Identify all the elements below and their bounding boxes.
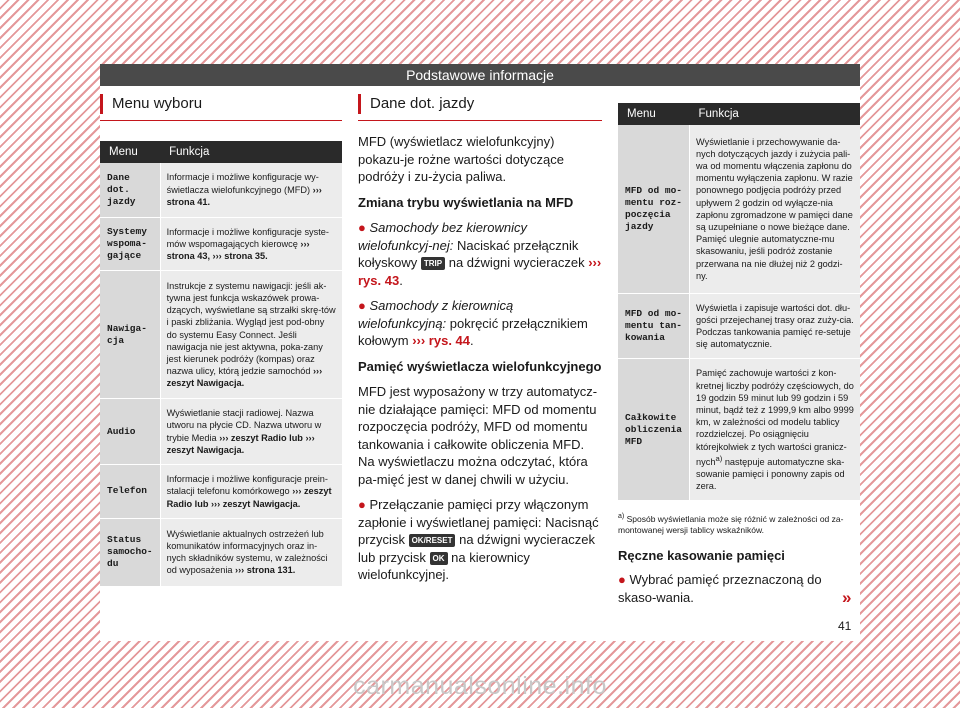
function-header: Funkcja bbox=[160, 141, 342, 163]
row-key: Dane dot. jazdy bbox=[100, 163, 160, 217]
row-value bbox=[160, 399, 342, 465]
figure-ref[interactable]: ››› rys. 44 bbox=[412, 333, 471, 348]
bullet-text: pokręcić przełącznikiem kołowym bbox=[358, 315, 588, 348]
right-column bbox=[618, 103, 860, 614]
row-ref[interactable]: ››› zeszyt Radio lub ››› zeszyt Nawigacja. bbox=[166, 432, 315, 455]
row-key: MFD od mo-mentu roz-poczęcia jazdy bbox=[618, 125, 690, 293]
table-row bbox=[100, 465, 342, 519]
footnote-text: Sposób wyświetlania może się różnić w zależności od za-montowanej wersji tablicy wskaźników. bbox=[618, 514, 844, 536]
row-ref[interactable]: ››› strona 131. bbox=[235, 565, 296, 576]
row-value bbox=[160, 217, 342, 271]
section-title-trip-data: Dane dot. jazdy bbox=[358, 94, 602, 114]
bullet-icon: ● bbox=[618, 572, 626, 588]
section-rule bbox=[100, 120, 342, 121]
bullet-text: Przełączanie pamięci przy włączonym zapłonie i wyświetlanej pamięci: Nacisnąć przycisk bbox=[358, 497, 599, 547]
bullet-condition: Samochody bez kierownicy wielofunkcyj-nej: bbox=[358, 220, 528, 253]
table-row bbox=[100, 399, 342, 465]
row-value: Wyświetlanie i przechowywanie da-nych dotyczących jazdy i zużycia pali-wa od momentu włączenia zapłonu do momentu wyłączenia zapłonu. W razie ponownego podjęcia podróży przed upływem 2 godzin od wyłącze-nia zapłonu zgromadzone w pamięci dane są uzupełniane o nowe bieżące dane. Pamięć ulegnie automatyczne-mu skasowaniu, jeśli podróż zostanie przerwana na nie dłużej niż 2 godzi-ny. bbox=[690, 125, 860, 293]
table-row bbox=[618, 359, 860, 501]
bullet-text: na dźwigni wycieraczek lub przycisk bbox=[358, 532, 595, 565]
ok-reset-button-icon: OK/RESET bbox=[409, 534, 456, 547]
memory-paragraph: MFD jest wyposażony w trzy automatycz-nie działające pamięci: MFD od momentu rozpoczęcia podróży, MFD od momentu tankowania i całkowite obliczenia MFD. Na wyświetlaczu można odczytać, która pa-mięć jest w danej chwili w użyciu. bbox=[358, 384, 598, 487]
row-value bbox=[160, 163, 342, 217]
bullet-text: na dźwigni wycieraczek bbox=[448, 255, 585, 270]
figure-ref[interactable]: ››› rys. 43 bbox=[358, 255, 602, 288]
row-value bbox=[160, 271, 342, 399]
row-key: Audio bbox=[100, 399, 160, 465]
row-key: Nawiga-cja bbox=[100, 271, 160, 399]
section-rule bbox=[358, 120, 602, 121]
subheading-text: Pamięć wyświetlacza wielofunkcyjnego bbox=[358, 358, 602, 374]
footnote-mark: a) bbox=[618, 513, 625, 521]
row-ref[interactable]: ››› strona 43, ››› strona 35. bbox=[166, 238, 310, 261]
page-number: 41 bbox=[838, 619, 852, 633]
bullet-icon: ● bbox=[358, 298, 366, 313]
row-text: Informacje i możliwe konfiguracje prein-stalacji telefonu komórkowego bbox=[166, 474, 328, 497]
bullet-select-memory bbox=[618, 571, 860, 606]
bullet-no-mfw: ● Samochody bez kierownicy wielofunkcyj-nej: Naciskać przełącznik kołyskowy TRIP na dźwigni wycieraczek ››› rys. 43. bbox=[358, 220, 602, 288]
bullet-text: Wybrać pamięć przeznaczoną do skaso-wania. bbox=[618, 572, 822, 605]
row-text: następuje automatyczne ska-sowanie pamięci i ponowny zapis od zera. bbox=[696, 456, 845, 492]
row-text: Wyświetlanie aktualnych ostrzeżeń lub komunikatów informacyjnych oraz in-nych składników systemu, w zależności od wyposażenia bbox=[166, 528, 328, 576]
bullet-text: na kierownicy wielofunkcyjnej. bbox=[358, 549, 530, 582]
row-value bbox=[160, 465, 342, 519]
row-key: Status samocho-du bbox=[100, 518, 160, 586]
table-row bbox=[100, 217, 342, 271]
table-row bbox=[618, 293, 860, 359]
section-title-menu: Menu wyboru bbox=[100, 94, 342, 114]
bullet-condition: Samochody z kierownicą wielofunkcyjną: bbox=[358, 298, 514, 331]
table-row bbox=[100, 518, 342, 586]
row-value: Wyświetla i zapisuje wartości dot. dłu-gości przejechanej trasy oraz zuży-cia. Podczas tankowania pamięć re-setuje się automatycznie. bbox=[690, 293, 860, 359]
menu-table bbox=[100, 141, 342, 587]
menu-header: Menu bbox=[100, 141, 160, 163]
footnote bbox=[618, 511, 860, 536]
row-value bbox=[690, 359, 860, 501]
bullet-icon: ● bbox=[358, 497, 366, 512]
watermark: carmanualsonline.info bbox=[353, 672, 607, 700]
row-text: Pamięć zachowuje wartości z kon-kretnej liczby podróży częściowych, do 19 godzin 59 minut lub 99 godzin i 59 minut, bądź też z 1999,9 km albo 9999 km, w zależności od modelu tablicy rozdzielczej. Po osiągnięciu którejkolwiek z tych wartości granicz-nych bbox=[696, 368, 854, 467]
row-text: Informacje i możliwe konfiguracje wy-świetlacza wielofunkcyjnego (MFD) bbox=[166, 172, 319, 195]
subheading-display-mode bbox=[358, 194, 602, 212]
table-row bbox=[100, 163, 342, 217]
function-header: Funkcja bbox=[690, 103, 860, 125]
row-key: Telefon bbox=[100, 465, 160, 519]
row-key: MFD od mo-mentu tan-kowania bbox=[618, 293, 690, 359]
table-row bbox=[100, 271, 342, 399]
bullet-switch-memory bbox=[358, 496, 602, 584]
menu-header: Menu bbox=[618, 103, 690, 125]
middle-column bbox=[358, 94, 602, 592]
trip-button-icon: TRIP bbox=[421, 257, 445, 270]
continue-arrow-icon: » bbox=[842, 588, 852, 607]
table-row bbox=[618, 125, 860, 293]
row-key: Systemy wspoma-gające bbox=[100, 217, 160, 271]
ok-button-icon: OK bbox=[430, 552, 448, 565]
subheading-text: Zmiana trybu wyświetlania na MFD bbox=[358, 194, 574, 210]
row-ref[interactable]: ››› zeszyt Radio lub ››› zeszyt Nawigacja. bbox=[166, 486, 332, 509]
subheading-manual-reset: Ręczne kasowanie pamięci bbox=[618, 548, 785, 564]
row-value bbox=[160, 518, 342, 586]
bullet-text: Naciskać przełącznik kołyskowy bbox=[358, 237, 579, 270]
page-header: Podstawowe informacje bbox=[100, 64, 860, 86]
row-ref[interactable]: ››› zeszyt Nawigacja. bbox=[166, 366, 323, 389]
row-text: Instrukcje z systemu nawigacji: jeśli ak-tywna jest funkcja wskazówek prowa-dzących, wyświetlane są strzałki skrę-tów i paski zbliżania. Wygląd jest pod-obny do systemu Easy Connect. Jeśli nawigacja nie jest aktywna, poka-zany jest kierunek podróży (kompas) oraz nazwa ulicy, którą jedzie samochód bbox=[166, 280, 336, 377]
bullet-icon: ● bbox=[358, 220, 366, 235]
intro-paragraph: MFD (wyświetlacz wielofunkcyjny) pokazu-je rożne wartości dotyczące podróży i zu-życia paliwa. bbox=[358, 134, 564, 184]
bullet-with-mfw: ● Samochody z kierownicą wielofunkcyjną: pokręcić przełącznikiem kołowym ››› rys. 44. bbox=[358, 298, 588, 348]
row-text: Wyświetlanie stacji radiowej. Nazwa utworu na płycie CD. Nazwa utworu w trybie Media bbox=[166, 408, 322, 443]
row-key: Całkowite obliczenia MFD bbox=[618, 359, 690, 501]
row-ref[interactable]: ››› strona 41. bbox=[166, 184, 322, 207]
footnote-marker: a) bbox=[715, 453, 723, 463]
mfd-table bbox=[618, 103, 860, 501]
subheading-memory bbox=[358, 358, 602, 376]
row-text: Informacje i możliwe konfiguracje syste-mów wspomagających kierowcę bbox=[166, 226, 329, 249]
left-column bbox=[100, 94, 342, 587]
